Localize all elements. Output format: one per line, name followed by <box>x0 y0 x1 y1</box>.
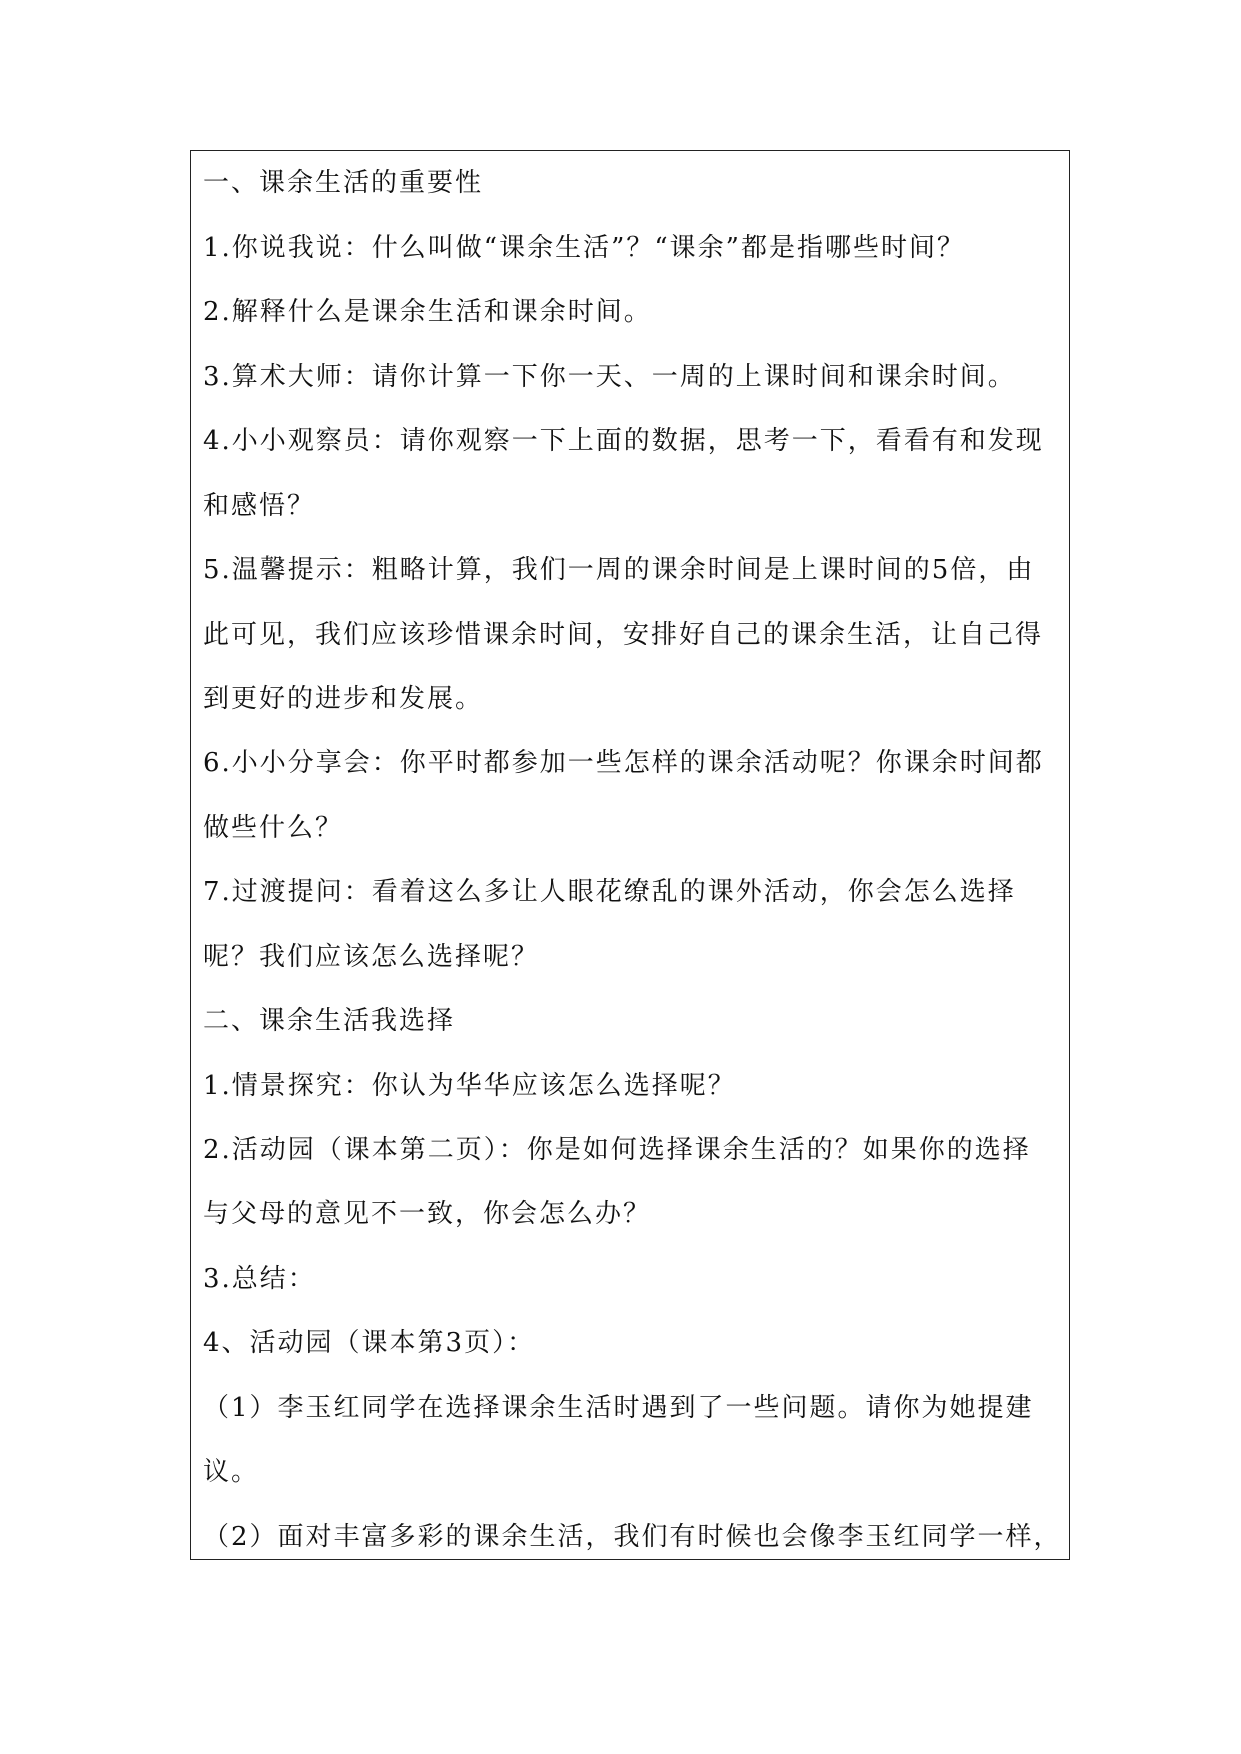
section-heading-2: 二、课余生活我选择 <box>203 1006 456 1036</box>
text-line: 1.情景探究：你认为华华应该怎么选择呢？ <box>203 1071 736 1101</box>
text-line: 做些什么？ <box>203 813 344 843</box>
text-line: 7.过渡提问：看着这么多让人眼花缭乱的课外活动，你会怎么选择 <box>203 877 1016 907</box>
text-line: 6.小小分享会：你平时都参加一些怎样的课余活动呢？你课余时间都 <box>203 748 1044 778</box>
text-line: 2.解释什么是课余生活和课余时间。 <box>203 297 652 327</box>
text-line: 1.你说我说：什么叫做“课余生活”？“课余”都是指哪些时间？ <box>203 233 965 263</box>
text-line: 5.温馨提示：粗略计算，我们一周的课余时间是上课时间的5倍，由 <box>203 555 1035 585</box>
text-line: 4、活动园（课本第3页）： <box>203 1328 536 1358</box>
text-line: 呢？我们应该怎么选择呢？ <box>203 942 540 972</box>
text-line: 和感悟？ <box>203 491 316 521</box>
text-line: 3.算术大师：请你计算一下你一天、一周的上课时间和课余时间。 <box>203 362 1016 392</box>
text-line: 4.小小观察员：请你观察一下上面的数据，思考一下，看看有和发现 <box>203 426 1044 456</box>
text-line: 与父母的意见不一致，你会怎么办？ <box>203 1199 652 1229</box>
section-heading-1: 一、课余生活的重要性 <box>203 168 484 198</box>
text-line: （1）李玉红同学在选择课余生活时遇到了一些问题。请你为她提建 <box>203 1393 1034 1423</box>
text-line: 3.总结： <box>203 1264 316 1294</box>
text-line: 到更好的进步和发展。 <box>203 684 484 714</box>
text-line: 议。 <box>203 1457 260 1487</box>
text-line: （2）面对丰富多彩的课余生活，我们有时候也会像李玉红同学一样， <box>203 1522 1062 1552</box>
text-line: 此可见，我们应该珍惜课余时间，安排好自己的课余生活，让自己得 <box>203 620 1044 650</box>
text-line: 2.活动园（课本第二页）：你是如何选择课余生活的？如果你的选择 <box>203 1135 1031 1165</box>
